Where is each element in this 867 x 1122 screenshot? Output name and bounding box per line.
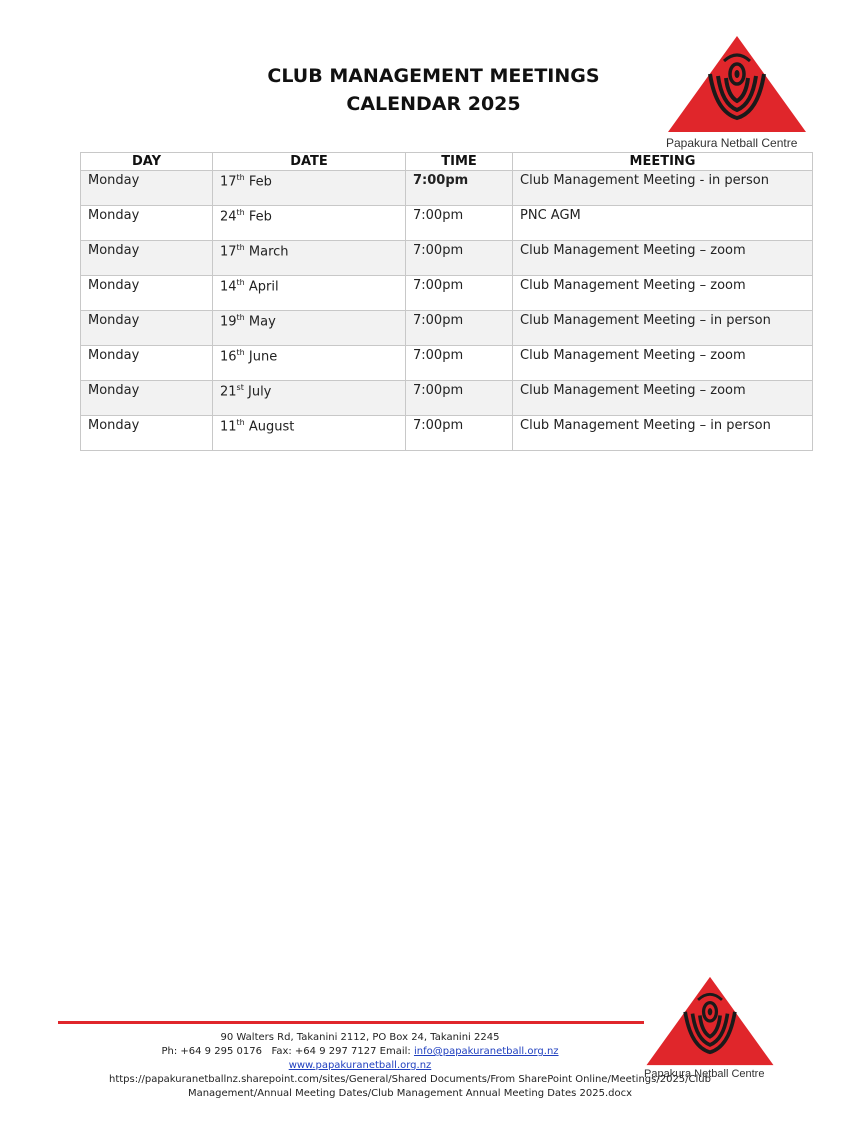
header-date: DATE bbox=[213, 153, 406, 171]
cell-time: 7:00pm bbox=[406, 311, 513, 346]
fax-number: +64 9 297 7127 bbox=[294, 1046, 377, 1057]
footer-contact bbox=[60, 1031, 660, 1073]
document-file-path bbox=[80, 1073, 740, 1101]
footer-address: 90 Walters Rd, Takanini 2112, PO Box 24, Takanini 2245 bbox=[220, 1032, 500, 1043]
club-logo bbox=[666, 34, 816, 150]
table-row bbox=[81, 381, 813, 416]
website-link[interactable]: www.papakuranetball.org.nz bbox=[288, 1060, 432, 1071]
table-header-row bbox=[81, 153, 813, 171]
table-row bbox=[81, 276, 813, 311]
footer-logo bbox=[644, 975, 779, 1080]
netball-logo-icon bbox=[666, 34, 808, 134]
cell-meeting: Club Management Meeting – zoom bbox=[513, 241, 813, 276]
cell-time: 7:00pm bbox=[406, 241, 513, 276]
footer-logo-caption: Papakura Netball Centre bbox=[644, 1068, 765, 1080]
cell-meeting: Club Management Meeting – zoom bbox=[513, 381, 813, 416]
cell-day: Monday bbox=[81, 241, 213, 276]
cell-time: 7:00pm bbox=[406, 206, 513, 241]
email-label: Email: bbox=[379, 1046, 411, 1057]
title-line-1: CLUB MANAGEMENT MEETINGS bbox=[267, 65, 600, 87]
footer-contact-line bbox=[60, 1045, 660, 1059]
phone-label: Ph: bbox=[161, 1046, 178, 1057]
cell-meeting: Club Management Meeting – zoom bbox=[513, 276, 813, 311]
file-path-line-2: Management/Annual Meeting Dates/Club Management Annual Meeting Dates 2025.docx bbox=[187, 1088, 633, 1099]
cell-meeting: PNC AGM bbox=[513, 206, 813, 241]
table-row bbox=[81, 171, 813, 206]
logo-caption: Papakura Netball Centre bbox=[666, 136, 798, 150]
header-meeting: MEETING bbox=[513, 153, 813, 171]
table-row bbox=[81, 241, 813, 276]
cell-day: Monday bbox=[81, 416, 213, 451]
phone-number: +64 9 295 0176 bbox=[180, 1046, 262, 1057]
cell-meeting: Club Management Meeting – in person bbox=[513, 416, 813, 451]
header-day: DAY bbox=[81, 153, 213, 171]
cell-day: Monday bbox=[81, 206, 213, 241]
fax-label: Fax: bbox=[271, 1046, 292, 1057]
cell-day: Monday bbox=[81, 311, 213, 346]
cell-date: 17th Feb bbox=[213, 171, 406, 206]
table-row bbox=[81, 416, 813, 451]
email-link[interactable]: info@papakuranetball.org.nz bbox=[413, 1046, 559, 1057]
cell-time: 7:00pm bbox=[406, 346, 513, 381]
cell-time: 7:00pm bbox=[406, 381, 513, 416]
cell-meeting: Club Management Meeting - in person bbox=[513, 171, 813, 206]
cell-day: Monday bbox=[81, 381, 213, 416]
cell-day: Monday bbox=[81, 171, 213, 206]
cell-meeting: Club Management Meeting – in person bbox=[513, 311, 813, 346]
cell-time: 7:00pm bbox=[406, 276, 513, 311]
cell-day: Monday bbox=[81, 276, 213, 311]
cell-day: Monday bbox=[81, 346, 213, 381]
title-line-2: CALENDAR 2025 bbox=[346, 93, 521, 115]
table-row bbox=[81, 206, 813, 241]
cell-date: 19th May bbox=[213, 311, 406, 346]
cell-date: 11th August bbox=[213, 416, 406, 451]
cell-date: 21st July bbox=[213, 381, 406, 416]
cell-date: 16th June bbox=[213, 346, 406, 381]
cell-date: 24th Feb bbox=[213, 206, 406, 241]
cell-date: 14th April bbox=[213, 276, 406, 311]
cell-date: 17th March bbox=[213, 241, 406, 276]
table-row bbox=[81, 346, 813, 381]
cell-meeting: Club Management Meeting – zoom bbox=[513, 346, 813, 381]
cell-time: 7:00pm bbox=[406, 416, 513, 451]
table-row bbox=[81, 311, 813, 346]
footer-divider bbox=[58, 1021, 644, 1024]
cell-time: 7:00pm bbox=[406, 171, 513, 206]
meetings-table bbox=[80, 152, 813, 451]
file-path-line-1: https://papakuranetballnz.sharepoint.com/sites/General/Shared Documents/From SharePoint Online/Meetings/2025/Club bbox=[109, 1074, 711, 1085]
netball-logo-icon bbox=[644, 975, 776, 1067]
header-time: TIME bbox=[406, 153, 513, 171]
